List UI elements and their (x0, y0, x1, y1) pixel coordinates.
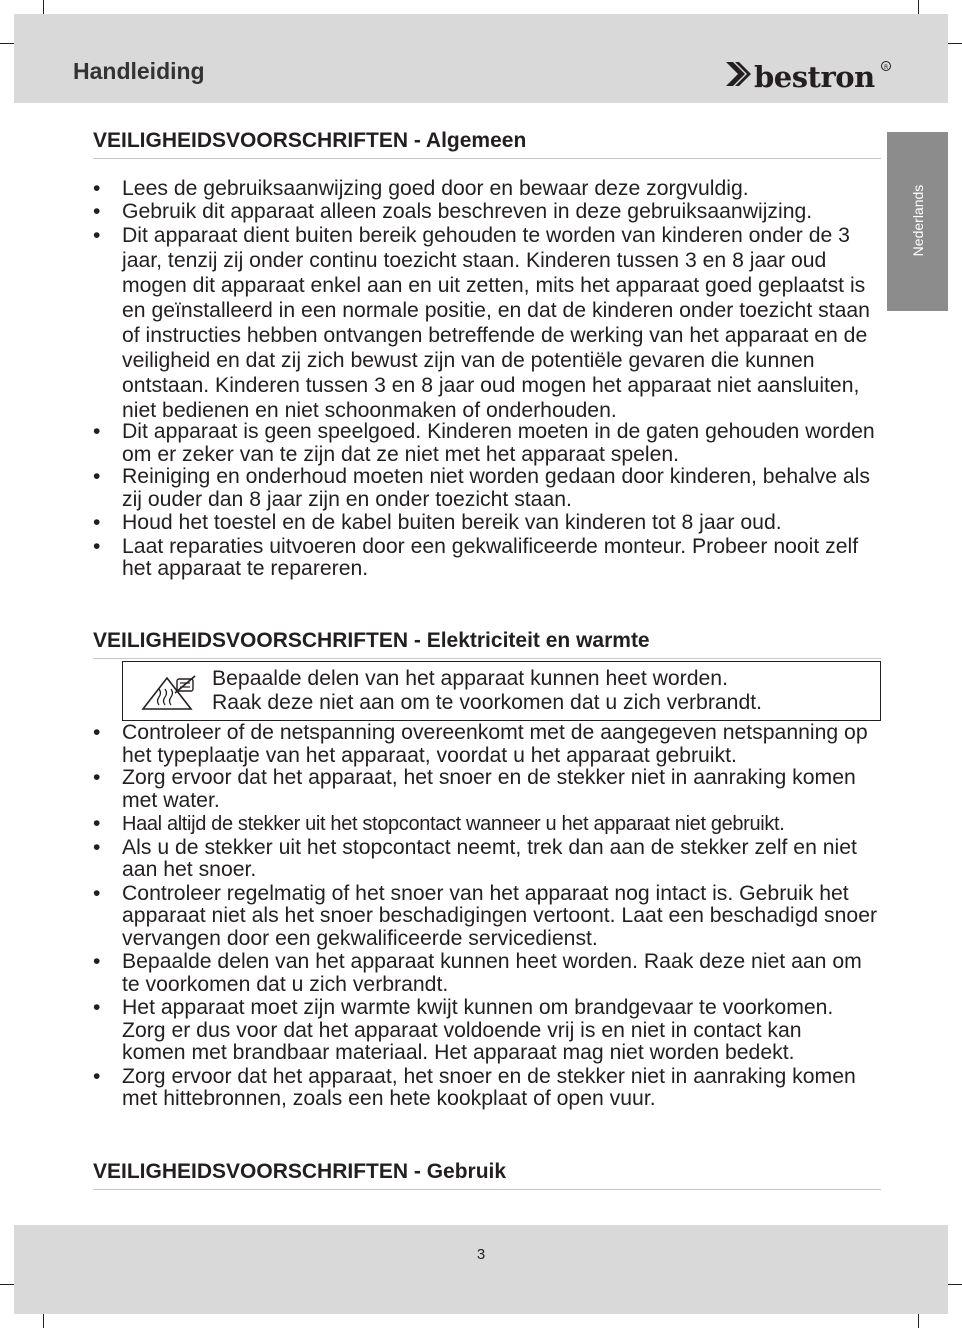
list-item: • Dit apparaat dient buiten bereik gehouden te worden van kinderen onder de 3 jaar, tenzij zij onder continu toezicht staan. Kinderen tussen 3 en 8 jaar oud mogen dit apparaat enkel aan en uit zetten, mits het apparaat goed geplaatst is en geïnstalleerd in een normale positie, en dat de kinderen onder toezicht staan of instructies hebben ontvangen betreffende de werking van het apparaat en de veiligheid en dat zij zich bewust zijn van de potentiële gevaren die kunnen ontstaan. Kinderen tussen 3 en 8 jaar oud mogen het apparaat niet aansluiten, niet bedienen en niet schoonmaken of onderhouden. (93, 224, 870, 422)
list-item: • Als u de stekker uit het stopcontact neemt, trek dan aan de stekker zelf en niet aan het snoer. (93, 835, 857, 881)
footer-band (14, 1225, 948, 1314)
list-item: • Dit apparaat is geen speelgoed. Kinderen moeten in de gaten gehouden worden om er zeker van te zijn dat ze niet met het apparaat spelen. (93, 420, 875, 466)
list-item: • Bepaalde delen van het apparaat kunnen heet worden. Raak deze niet aan om te voorkomen dat u zich verbrandt. (93, 950, 862, 996)
bullet-list-algemeen (93, 176, 893, 579)
list-item: • Zorg ervoor dat het apparaat, het snoer en de stekker niet in aanraking komen met water. (93, 766, 856, 812)
language-tab-label: Nederlands (910, 184, 926, 257)
list-item: • Haal altijd de stekker uit het stopcontact wanneer u het apparaat niet gebruikt. (93, 812, 785, 835)
divider (93, 1189, 881, 1190)
brand-text: bestron (754, 60, 875, 92)
hot-surface-warning (122, 661, 881, 721)
bestron-logo (724, 56, 892, 92)
list-item: • Reiniging en onderhoud moeten niet worden gedaan door kinderen, behalve als zij ouder dan 8 jaar zijn en onder toezicht staan. (93, 465, 870, 511)
warning-line: Bepaalde delen van het apparaat kunnen heet worden. (212, 667, 728, 690)
page-number: 3 (476, 1246, 486, 1263)
list-item: • Lees de gebruiksaanwijzing goed door en bewaar deze zorgvuldig. (93, 177, 749, 200)
list-item: • Controleer regelmatig of het snoer van het apparaat nog intact is. Gebruik het apparaat niet als het snoer beschadigingen vertoont. Laat een beschadigd snoer vervangen door een gekwalificeerde servicedienst. (93, 881, 878, 950)
page-title: Handleiding (73, 58, 205, 84)
list-item: • Het apparaat moet zijn warmte kwijt kunnen om brandgevaar te voorkomen. Zorg er dus voor dat het apparaat voldoende vrij is en niet in contact kan komen met brandbaar materiaal. Het apparaat mag niet worden bedekt. (93, 996, 834, 1064)
section-heading-elektriciteit: VEILIGHEIDSVOORSCHRIFTEN - Elektriciteit en warmte (93, 629, 650, 652)
list-item: • Laat reparaties uitvoeren door een gekwalificeerde monteur. Probeer nooit zelf het apparaat te repareren. (93, 534, 859, 580)
list-item: • Controleer of de netspanning overeenkomt met de aangegeven netspanning op het typeplaatje van het apparaat, voordat u het apparaat gebruikt. (93, 721, 868, 767)
hot-surface-warning-icon (139, 672, 197, 712)
warning-text (212, 667, 762, 715)
svg-text:R: R (884, 64, 889, 71)
divider (93, 158, 881, 159)
warning-line: Raak deze niet aan om te voorkomen dat u zich verbrandt. (212, 691, 763, 714)
bullet-list-elektriciteit (93, 722, 893, 1109)
list-item: • Zorg ervoor dat het apparaat, het snoer en de stekker niet in aanraking komen met hittebronnen, zoals een hete kookplaat of open vuur. (93, 1064, 856, 1110)
list-item: • Gebruik dit apparaat alleen zoals beschreven in deze gebruiksaanwijzing. (93, 200, 813, 223)
section-heading-gebruik: VEILIGHEIDSVOORSCHRIFTEN - Gebruik (93, 1160, 507, 1183)
section-heading-algemeen: VEILIGHEIDSVOORSCHRIFTEN - Algemeen (93, 129, 527, 152)
list-item: • Houd het toestel en de kabel buiten bereik van kinderen tot 8 jaar oud. (93, 511, 782, 534)
divider (93, 658, 881, 659)
